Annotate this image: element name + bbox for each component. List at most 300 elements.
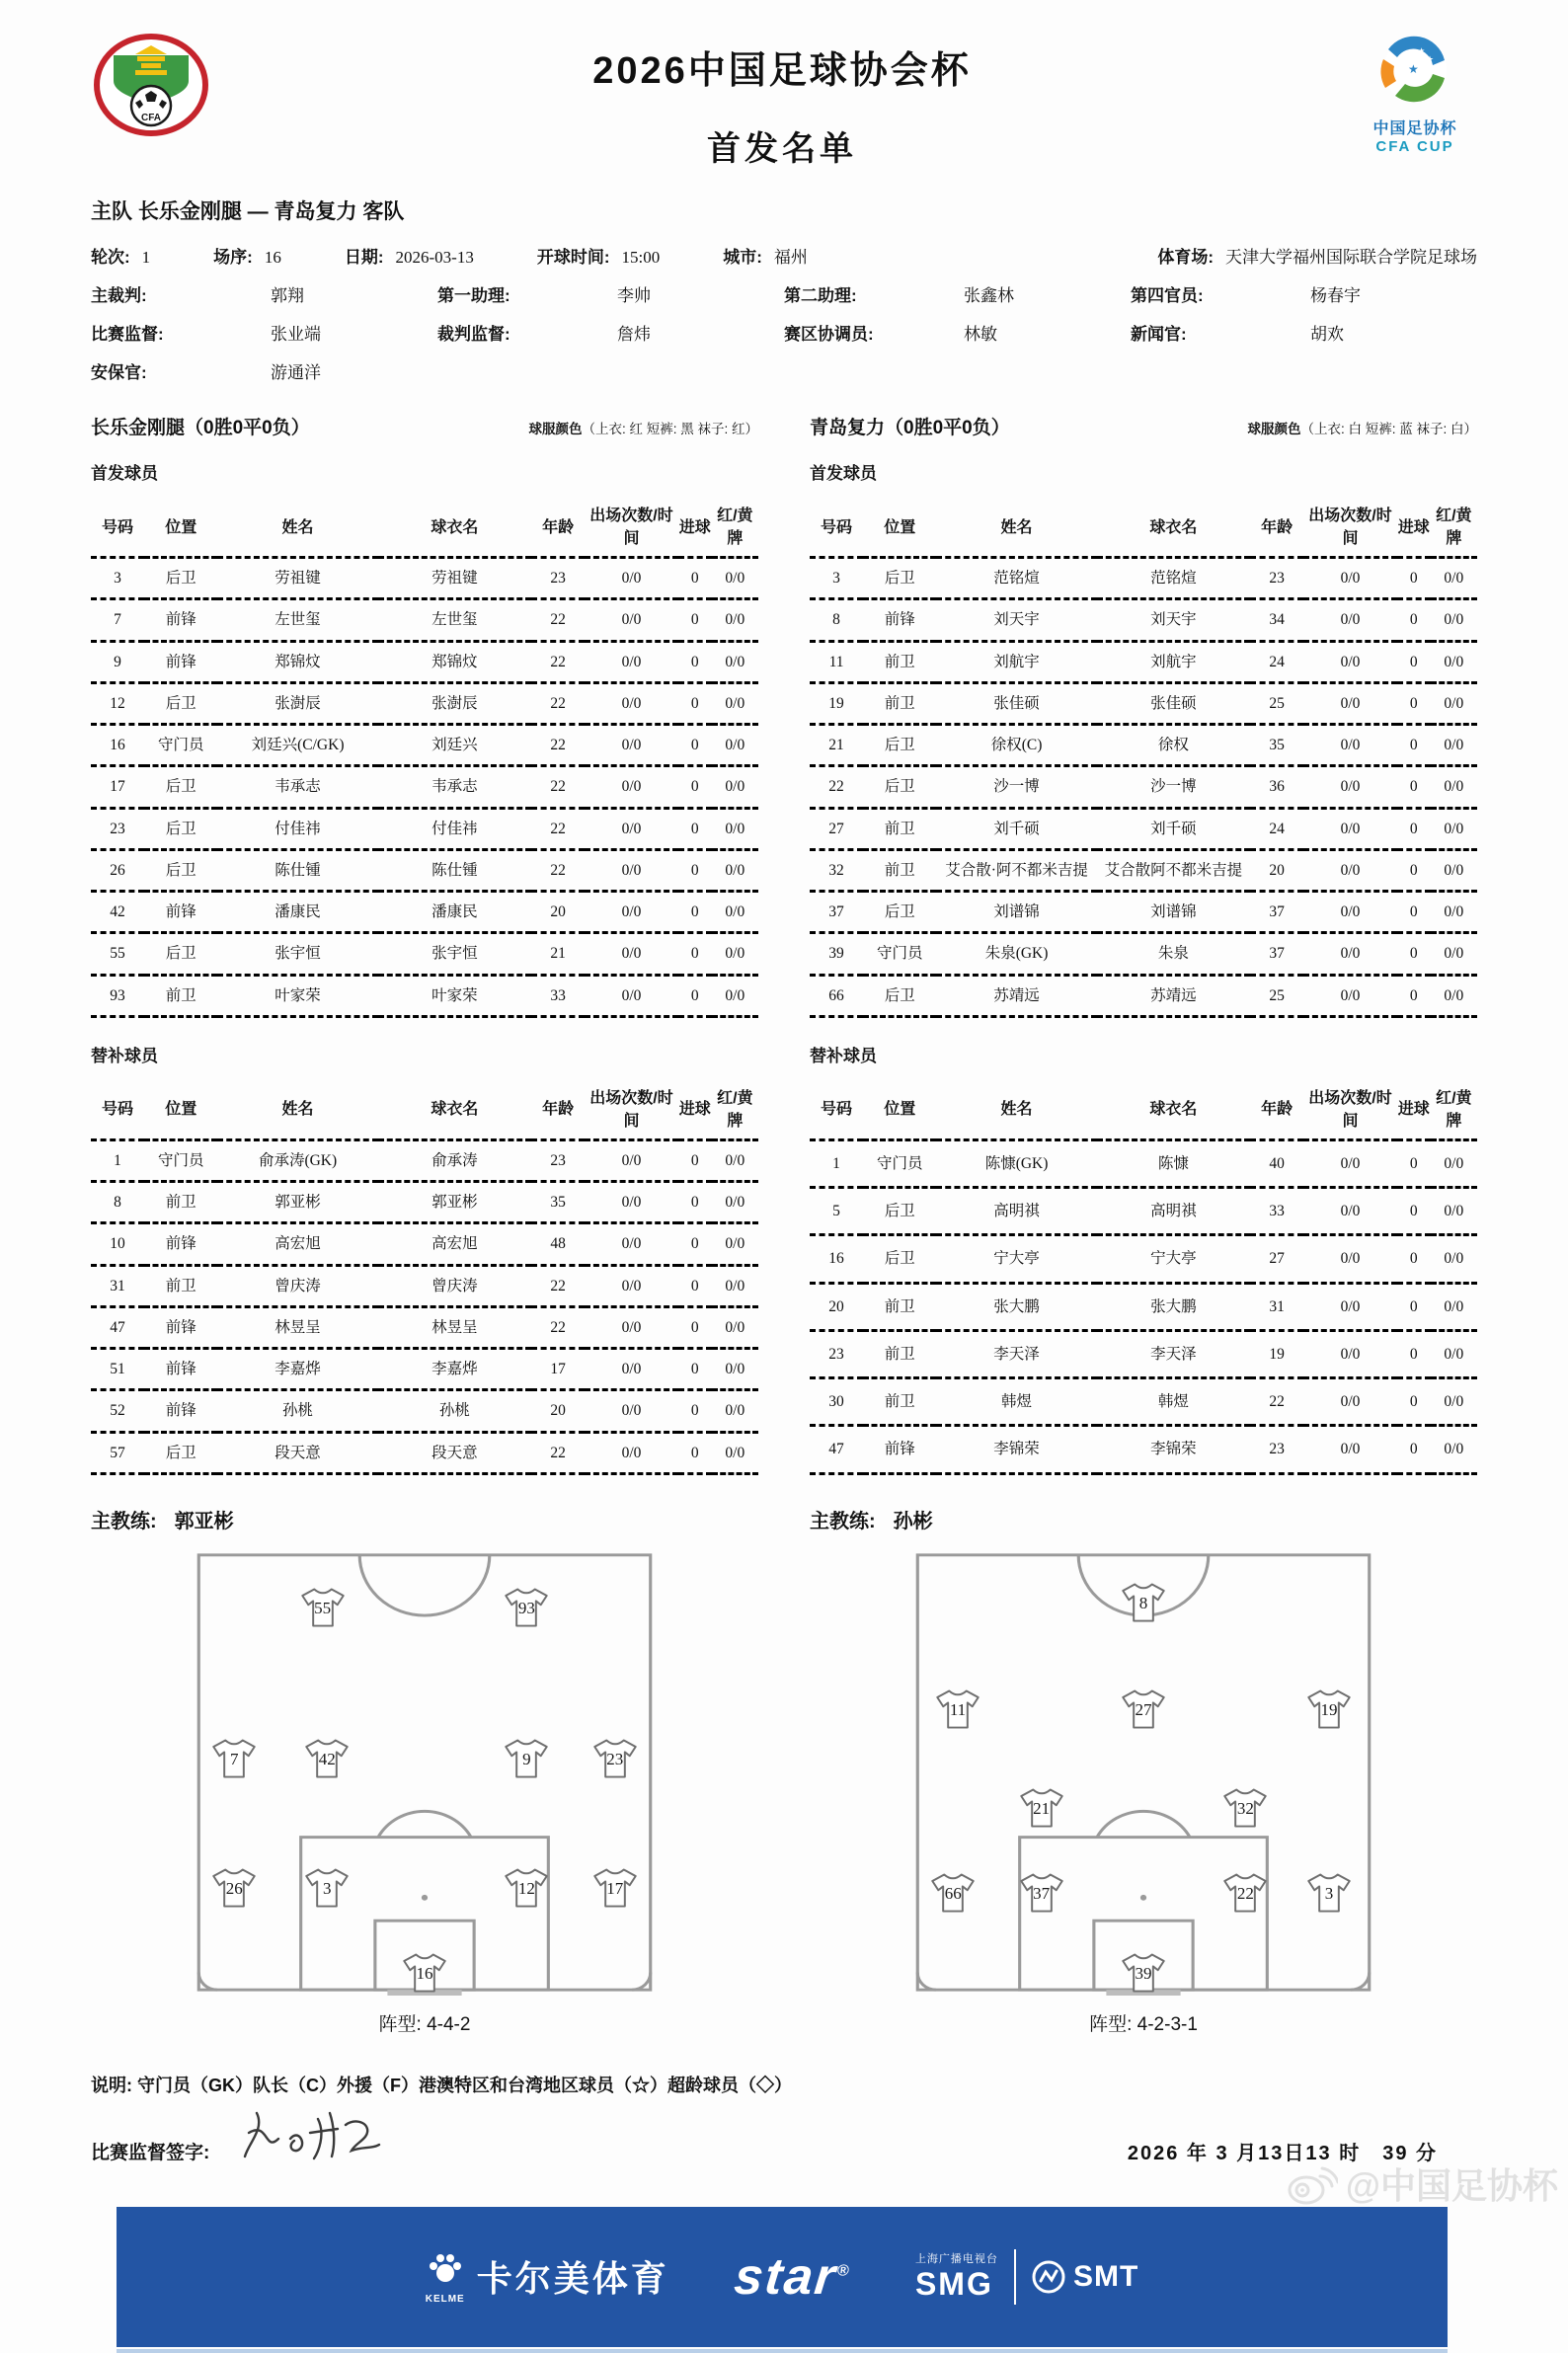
cell: 张佳硕 — [936, 682, 1096, 724]
cell: 1 — [810, 1139, 863, 1187]
player-row — [810, 849, 1477, 891]
cell: 0/0 — [712, 599, 758, 641]
cell: 前锋 — [144, 641, 217, 682]
cell: 后卫 — [144, 682, 217, 724]
cell: 0 — [678, 1223, 712, 1265]
first-assistant: 第一助理: 李帅 — [437, 286, 651, 305]
cell: 0/0 — [712, 1306, 758, 1348]
column-header: 红/黄牌 — [712, 1076, 758, 1140]
cell: 刘航宇 — [936, 641, 1096, 682]
cell: 7 — [91, 599, 144, 641]
cell: 1 — [91, 1139, 144, 1181]
cell: 0 — [1397, 1235, 1431, 1283]
player-jersey-7: 7 — [210, 1737, 258, 1780]
cell: 李天泽 — [1097, 1330, 1250, 1377]
player-row — [91, 892, 758, 933]
player-jersey-26: 26 — [210, 1866, 258, 1910]
signature-datetime: 2026 年 3 月13日13 时 39 分 — [1127, 2142, 1438, 2164]
cell: 0/0 — [1303, 558, 1397, 599]
cell: 前锋 — [144, 1223, 217, 1265]
player-row — [91, 933, 758, 975]
cell: 0/0 — [1431, 1378, 1477, 1426]
cell: 张大鹏 — [936, 1283, 1096, 1330]
cell: 20 — [531, 892, 585, 933]
column-header: 进球 — [678, 494, 712, 558]
cell: 0/0 — [585, 558, 678, 599]
cell: 22 — [531, 1265, 585, 1306]
home-subs-label: 替补球员 — [91, 1046, 158, 1065]
cell: 0 — [678, 1390, 712, 1432]
cell: 23 — [810, 1330, 863, 1377]
match-info-row — [91, 243, 1477, 268]
cell: 25 — [1250, 682, 1303, 724]
cell: 0 — [678, 766, 712, 808]
cell: 前锋 — [144, 1306, 217, 1348]
player-jersey-3: 3 — [1305, 1871, 1353, 1915]
cell: 37 — [1250, 892, 1303, 933]
cell: 27 — [810, 808, 863, 849]
cell: 后卫 — [863, 725, 936, 766]
away-starting-head — [810, 494, 1477, 558]
cell: 劳祖键 — [217, 558, 377, 599]
logo-divider — [1014, 2249, 1016, 2305]
svg-text:★: ★ — [1418, 46, 1426, 55]
cell: 0/0 — [585, 641, 678, 682]
cell: 0/0 — [585, 1265, 678, 1306]
cell: 张澍辰 — [217, 682, 377, 724]
home-formation-block — [91, 1543, 758, 2036]
kelme-paw-icon — [426, 2249, 465, 2305]
cell: 前卫 — [863, 1378, 936, 1426]
cell: 徐权(C) — [936, 725, 1096, 766]
cell: 0 — [678, 1139, 712, 1181]
cell: 后卫 — [144, 766, 217, 808]
cell: 22 — [810, 766, 863, 808]
cell: 0/0 — [1431, 1188, 1477, 1235]
cell: 0/0 — [712, 558, 758, 599]
cell: 0/0 — [1431, 682, 1477, 724]
player-jersey-21: 21 — [1018, 1786, 1065, 1830]
cell: 韦承志 — [217, 766, 377, 808]
player-jersey-93: 93 — [503, 1586, 550, 1629]
cell: 高宏旭 — [217, 1223, 377, 1265]
cell: 0/0 — [712, 1182, 758, 1223]
press-officer: 新闻官: 胡欢 — [1131, 325, 1344, 344]
column-header: 号码 — [91, 494, 144, 558]
kelme-cn-text: 卡尔美体育 — [476, 2258, 669, 2300]
cell: 10 — [91, 1223, 144, 1265]
cell: 0 — [1397, 766, 1431, 808]
cell: 张澍辰 — [378, 682, 531, 724]
cell: 0/0 — [712, 1390, 758, 1432]
cell: 0/0 — [585, 1306, 678, 1348]
cell: 0 — [1397, 725, 1431, 766]
player-jersey-32: 32 — [1221, 1786, 1269, 1830]
cell: 0/0 — [1303, 599, 1397, 641]
cell: 前锋 — [144, 1349, 217, 1390]
cell: 郭亚彬 — [378, 1182, 531, 1223]
cell: 0/0 — [585, 849, 678, 891]
cell: 20 — [1250, 849, 1303, 891]
player-row — [91, 766, 758, 808]
cell: 0/0 — [1303, 1235, 1397, 1283]
player-jersey-37: 37 — [1018, 1871, 1065, 1915]
cell: 后卫 — [863, 1188, 936, 1235]
cell: 0 — [678, 558, 712, 599]
player-row — [810, 975, 1477, 1016]
cell: 22 — [531, 766, 585, 808]
cell: 陈仕锺 — [217, 849, 377, 891]
cell: 22 — [531, 849, 585, 891]
smg-smt-logos — [915, 2249, 1138, 2305]
officials-row-3 — [91, 358, 1477, 383]
cell: 36 — [1250, 766, 1303, 808]
star-logo: star® — [731, 2247, 852, 2306]
player-jersey-42: 42 — [303, 1737, 351, 1780]
cell: 23 — [1250, 558, 1303, 599]
cell: 0 — [678, 1432, 712, 1473]
cell: 0/0 — [712, 892, 758, 933]
player-row — [810, 682, 1477, 724]
column-header: 姓名 — [936, 494, 1096, 558]
cell: 孙桃 — [217, 1390, 377, 1432]
cell: 后卫 — [863, 892, 936, 933]
cell: 52 — [91, 1390, 144, 1432]
cell: 42 — [91, 892, 144, 933]
cell: 苏靖远 — [1097, 975, 1250, 1016]
cell: 韦承志 — [378, 766, 531, 808]
player-jersey-9: 9 — [503, 1737, 550, 1780]
smg-caption: 上海广播电视台 — [914, 2253, 998, 2266]
cell: 付佳祎 — [217, 808, 377, 849]
player-jersey-22: 22 — [1221, 1871, 1269, 1915]
referee: 主裁判: 郭翔 — [91, 286, 304, 305]
cell: 高宏旭 — [378, 1223, 531, 1265]
cell: 22 — [531, 641, 585, 682]
cell: 0/0 — [712, 766, 758, 808]
officials-row-2 — [91, 320, 1477, 345]
cell: 守门员 — [144, 1139, 217, 1181]
player-row — [91, 682, 758, 724]
cell: 0 — [1397, 933, 1431, 975]
registered-mark: ® — [835, 2262, 852, 2280]
player-jersey-17: 17 — [591, 1866, 639, 1910]
cell: 守门员 — [863, 1139, 936, 1187]
cell: 沙一博 — [936, 766, 1096, 808]
column-header: 姓名 — [217, 494, 377, 558]
cell: 23 — [531, 558, 585, 599]
player-row — [810, 933, 1477, 975]
cell: 0/0 — [712, 725, 758, 766]
away-coach-label: 主教练: — [810, 1510, 876, 1532]
player-row — [91, 1182, 758, 1223]
smt-icon — [1032, 2260, 1065, 2294]
cell: 0/0 — [712, 1265, 758, 1306]
svg-text:CFA: CFA — [141, 113, 161, 123]
home-kit-label: 球服颜色 — [528, 422, 583, 436]
cell: 0/0 — [585, 933, 678, 975]
cell: 后卫 — [144, 849, 217, 891]
player-row — [810, 1330, 1477, 1377]
cell: 高明祺 — [1097, 1188, 1250, 1235]
cell: 俞承涛 — [378, 1139, 531, 1181]
title-line1: 2026中国足球协会杯 — [592, 50, 972, 92]
cell: 22 — [531, 682, 585, 724]
away-kit-value: （上衣: 白 短裤: 蓝 袜子: 白） — [1300, 422, 1477, 436]
cell: 23 — [531, 1139, 585, 1181]
cell: 34 — [1250, 599, 1303, 641]
player-row — [810, 1378, 1477, 1426]
cell: 艾合散·阿不都米吉提 — [936, 849, 1096, 891]
cell: 0 — [678, 975, 712, 1016]
cell: 0/0 — [1303, 808, 1397, 849]
cell: 0/0 — [712, 849, 758, 891]
page-title — [211, 34, 1353, 170]
cell: 郭亚彬 — [217, 1182, 377, 1223]
cell: 刘天宇 — [936, 599, 1096, 641]
cell: 22 — [531, 808, 585, 849]
cell: 31 — [91, 1265, 144, 1306]
cell: 0 — [1397, 1188, 1431, 1235]
stadium: 体育场: 天津大学福州国际联合学院足球场 — [1157, 248, 1477, 267]
player-row — [91, 808, 758, 849]
column-header: 号码 — [91, 1076, 144, 1140]
player-jersey-3: 3 — [303, 1866, 351, 1910]
cell: 0 — [1397, 1378, 1431, 1426]
cell: 0/0 — [1303, 682, 1397, 724]
cell: 0 — [1397, 975, 1431, 1016]
cell: 55 — [91, 933, 144, 975]
cell: 5 — [810, 1188, 863, 1235]
commissioner-signature — [235, 2099, 403, 2177]
header — [91, 34, 1477, 170]
column-header: 进球 — [1397, 494, 1431, 558]
home-subs-head — [91, 1076, 758, 1140]
cell: 刘廷兴 — [378, 725, 531, 766]
column-header: 位置 — [863, 1076, 936, 1140]
home-coach-label: 主教练: — [91, 1510, 157, 1532]
cell: 0 — [1397, 599, 1431, 641]
cell: 叶家荣 — [217, 975, 377, 1016]
cell: 0 — [678, 682, 712, 724]
cell: 0 — [1397, 1139, 1431, 1187]
cell: 24 — [1250, 808, 1303, 849]
cell: 0 — [1397, 849, 1431, 891]
cell: 22 — [531, 1306, 585, 1348]
cell: 0/0 — [712, 1349, 758, 1390]
cell: 0 — [1397, 1426, 1431, 1473]
cell: 俞承涛(GK) — [217, 1139, 377, 1181]
venue-coordinator: 赛区协调员: 林敏 — [784, 325, 997, 344]
cell: 0/0 — [1303, 725, 1397, 766]
city: 城市: 福州 — [723, 248, 808, 267]
cell: 后卫 — [863, 766, 936, 808]
player-jersey-16: 16 — [401, 1951, 448, 1995]
cell: 郑锦炆 — [378, 641, 531, 682]
column-header: 球衣名 — [1097, 1076, 1250, 1140]
column-header: 红/黄牌 — [712, 494, 758, 558]
column-header: 球衣名 — [378, 1076, 531, 1140]
home-formation-label: 阵型: 4-4-2 — [378, 2013, 471, 2035]
home-coach-name: 郭亚彬 — [174, 1510, 234, 1532]
cell: 前卫 — [863, 849, 936, 891]
cell: 朱泉(GK) — [936, 933, 1096, 975]
cell: 40 — [1250, 1139, 1303, 1187]
cell: 0 — [678, 933, 712, 975]
cell: 0/0 — [1303, 933, 1397, 975]
home-coach — [91, 1505, 758, 1533]
cell: 39 — [810, 933, 863, 975]
player-row — [810, 1283, 1477, 1330]
column-header: 进球 — [1397, 1076, 1431, 1140]
column-header: 年龄 — [1250, 1076, 1303, 1140]
smg-logo — [915, 2250, 998, 2303]
cell: 叶家荣 — [378, 975, 531, 1016]
cell: 韩煜 — [936, 1378, 1096, 1426]
cell: 前卫 — [144, 1265, 217, 1306]
away-kit-label: 球服颜色 — [1247, 422, 1301, 436]
cell: 93 — [91, 975, 144, 1016]
player-row — [91, 1139, 758, 1181]
column-header: 号码 — [810, 494, 863, 558]
cell: 33 — [531, 975, 585, 1016]
cell: 范铭煊 — [1097, 558, 1250, 599]
cell: 0/0 — [585, 975, 678, 1016]
cell: 刘谱锦 — [936, 892, 1096, 933]
player-row — [810, 1235, 1477, 1283]
kelme-wordmark: KELME — [425, 2293, 465, 2305]
player-jersey-66: 66 — [929, 1871, 977, 1915]
cell: 0/0 — [585, 766, 678, 808]
cell: 16 — [91, 725, 144, 766]
player-row — [810, 1139, 1477, 1187]
cell: 19 — [810, 682, 863, 724]
away-starting-label: 首发球员 — [810, 464, 877, 483]
cell: 0 — [678, 725, 712, 766]
cell: 32 — [810, 849, 863, 891]
cell: 0/0 — [1431, 1139, 1477, 1187]
away-formation-label: 阵型: 4-2-3-1 — [1089, 2013, 1198, 2035]
cell: 孙桃 — [378, 1390, 531, 1432]
cell: 范铭煊 — [936, 558, 1096, 599]
weibo-icon — [1287, 2162, 1338, 2206]
cell: 张宇恒 — [217, 933, 377, 975]
away-team-name: 青岛复力（0胜0平0负） — [810, 418, 1010, 438]
match-order: 场序: 16 — [213, 248, 281, 267]
cell: 0/0 — [1431, 1283, 1477, 1330]
cell: 前锋 — [144, 599, 217, 641]
cell: 0/0 — [1303, 849, 1397, 891]
player-jersey-11: 11 — [934, 1687, 981, 1731]
player-row — [91, 599, 758, 641]
security-officer: 安保官: 游通洋 — [91, 363, 321, 382]
cell: 0/0 — [712, 641, 758, 682]
player-row — [91, 1432, 758, 1473]
cell: 0/0 — [712, 975, 758, 1016]
cell: 0/0 — [1431, 975, 1477, 1016]
cell: 后卫 — [863, 975, 936, 1016]
cell: 0/0 — [712, 1139, 758, 1181]
cell: 张宇恒 — [378, 933, 531, 975]
player-jersey-8: 8 — [1120, 1581, 1167, 1624]
kickoff-time: 开球时间: 15:00 — [536, 248, 661, 267]
cell: 付佳祎 — [378, 808, 531, 849]
cell: 0 — [678, 1182, 712, 1223]
cell: 35 — [1250, 725, 1303, 766]
player-row — [91, 975, 758, 1016]
column-header: 球衣名 — [1097, 494, 1250, 558]
cell: 刘千硕 — [936, 808, 1096, 849]
cell: 韩煜 — [1097, 1378, 1250, 1426]
cell: 林昱呈 — [378, 1306, 531, 1348]
cell: 0/0 — [585, 808, 678, 849]
cell: 0/0 — [1303, 1139, 1397, 1187]
cfa-crest-icon — [91, 34, 211, 136]
cell: 0/0 — [1431, 1426, 1477, 1473]
away-team-header — [810, 413, 1477, 439]
cell: 8 — [91, 1182, 144, 1223]
cell: 前卫 — [863, 1283, 936, 1330]
cell: 26 — [91, 849, 144, 891]
player-row — [810, 1426, 1477, 1473]
cell: 21 — [810, 725, 863, 766]
column-header: 号码 — [810, 1076, 863, 1140]
cell: 0 — [1397, 682, 1431, 724]
cell: 37 — [810, 892, 863, 933]
cell: 0/0 — [712, 1223, 758, 1265]
cell: 0/0 — [1431, 1330, 1477, 1377]
cell: 3 — [810, 558, 863, 599]
player-row — [91, 641, 758, 682]
away-subs-head — [810, 1076, 1477, 1140]
cell: 陈慷 — [1097, 1139, 1250, 1187]
cell: 19 — [1250, 1330, 1303, 1377]
cell: 0/0 — [712, 933, 758, 975]
player-jersey-23: 23 — [591, 1737, 639, 1780]
cell: 前锋 — [863, 1426, 936, 1473]
cell: 李嘉烨 — [378, 1349, 531, 1390]
cell: 0/0 — [712, 1432, 758, 1473]
cell: 0/0 — [1431, 641, 1477, 682]
player-row — [91, 1265, 758, 1306]
cell: 0 — [678, 1265, 712, 1306]
weibo-watermark — [1287, 2158, 1558, 2209]
cell: 刘廷兴(C/GK) — [217, 725, 377, 766]
second-assistant: 第二助理: 张鑫林 — [784, 286, 1014, 305]
column-header: 年龄 — [1250, 494, 1303, 558]
cell: 23 — [91, 808, 144, 849]
away-pitch-diagram — [911, 1549, 1375, 1996]
cell: 张大鹏 — [1097, 1283, 1250, 1330]
player-row — [91, 725, 758, 766]
cell: 刘航宇 — [1097, 641, 1250, 682]
player-row — [91, 1306, 758, 1348]
column-header: 球衣名 — [378, 494, 531, 558]
player-row — [91, 1223, 758, 1265]
cell: 16 — [810, 1235, 863, 1283]
cell: 刘千硕 — [1097, 808, 1250, 849]
cell: 0 — [1397, 558, 1431, 599]
title-line2: 首发名单 — [707, 130, 857, 168]
cell: 57 — [91, 1432, 144, 1473]
cell: 0/0 — [1303, 1378, 1397, 1426]
home-kit-value: （上衣: 红 短裤: 黑 袜子: 红） — [582, 422, 758, 436]
cell: 37 — [1250, 933, 1303, 975]
column-header: 出场次数/时间 — [585, 494, 678, 558]
cell: 守门员 — [144, 725, 217, 766]
cfa-cup-globe-icon — [1361, 34, 1469, 109]
player-row — [91, 1390, 758, 1432]
